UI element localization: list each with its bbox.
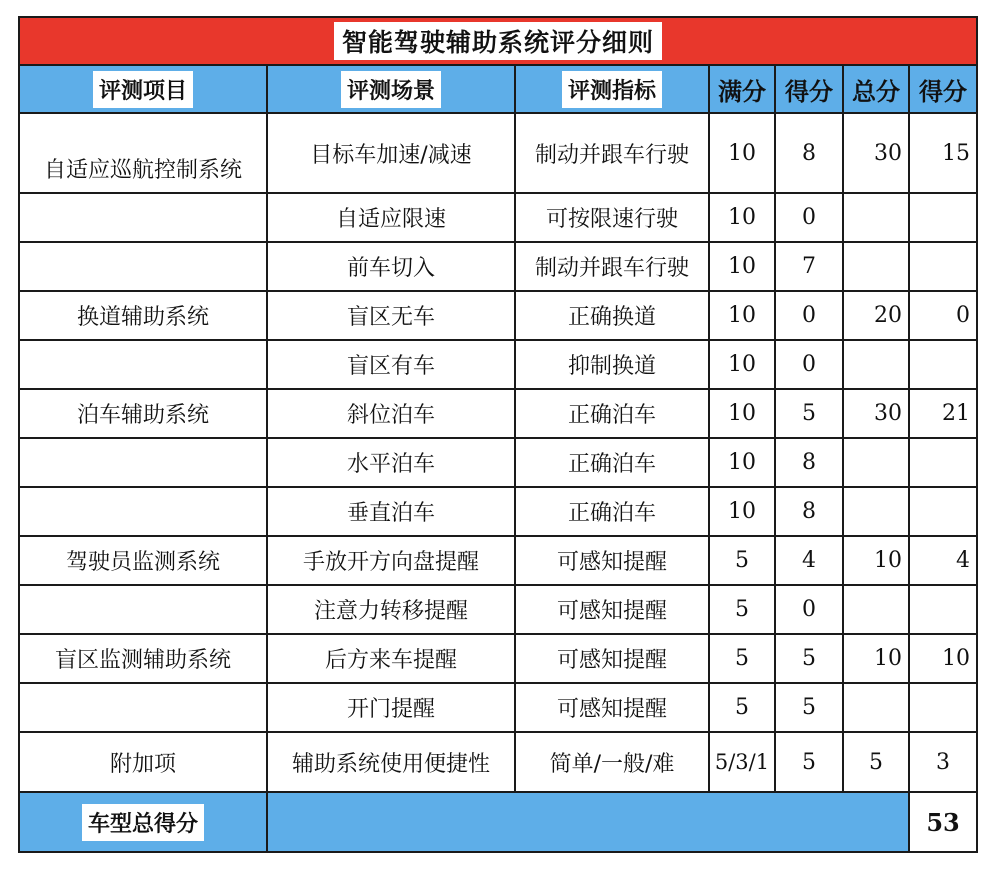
- cell-group-score: [909, 487, 977, 536]
- cell-score: 0: [775, 291, 843, 340]
- cell-metric: 可感知提醒: [515, 585, 709, 634]
- cell-score: 8: [775, 438, 843, 487]
- cell-total: [843, 193, 909, 242]
- cell-score: 5: [775, 732, 843, 792]
- title-cell: [19, 17, 977, 65]
- cell-scene: 前车切入: [267, 242, 515, 291]
- cell-scene: 目标车加速/减速: [267, 113, 515, 193]
- cell-total: [843, 340, 909, 389]
- cell-score: 7: [775, 242, 843, 291]
- header-full: [709, 65, 775, 113]
- header-group-score-label: 得分: [919, 77, 968, 106]
- cell-full: 10: [709, 487, 775, 536]
- cell-group-score: 3: [909, 732, 977, 792]
- cell-group-score: [909, 242, 977, 291]
- cell-scene: 手放开方向盘提醒: [267, 536, 515, 585]
- cell-item: [19, 340, 267, 389]
- total-label: 车型总得分: [82, 804, 204, 841]
- cell-full: 10: [709, 113, 775, 193]
- cell-group-score: 15: [909, 113, 977, 193]
- header-total-label: 总分: [852, 77, 900, 106]
- cell-scene: 注意力转移提醒: [267, 585, 515, 634]
- cell-total: [843, 585, 909, 634]
- cell-group-score: [909, 683, 977, 732]
- cell-total: 30: [843, 113, 909, 193]
- cell-scene: 斜位泊车: [267, 389, 515, 438]
- header-scene: [267, 65, 515, 113]
- table-row: [19, 193, 977, 242]
- cell-total: [843, 438, 909, 487]
- header-scene-label: 评测场景: [341, 71, 441, 108]
- cell-full: 5: [709, 634, 775, 683]
- table-row: [19, 536, 977, 585]
- cell-full: 10: [709, 291, 775, 340]
- cell-item: 自适应巡航控制系统: [19, 113, 267, 193]
- header-score: [775, 65, 843, 113]
- cell-metric: 制动并跟车行驶: [515, 242, 709, 291]
- total-row: [19, 792, 977, 852]
- header-item: [19, 65, 267, 113]
- cell-total: [843, 683, 909, 732]
- total-score: 53: [909, 792, 977, 852]
- table-row: [19, 438, 977, 487]
- cell-score: 8: [775, 487, 843, 536]
- cell-group-score: 4: [909, 536, 977, 585]
- cell-score: 0: [775, 585, 843, 634]
- cell-item: 附加项: [19, 732, 267, 792]
- cell-metric: 制动并跟车行驶: [515, 113, 709, 193]
- cell-item: [19, 585, 267, 634]
- cell-group-score: 10: [909, 634, 977, 683]
- cell-item: 盲区监测辅助系统: [19, 634, 267, 683]
- cell-total: 20: [843, 291, 909, 340]
- cell-scene: 开门提醒: [267, 683, 515, 732]
- table-row: [19, 340, 977, 389]
- cell-group-score: [909, 585, 977, 634]
- header-total: [843, 65, 909, 113]
- cell-full: 5: [709, 585, 775, 634]
- header-metric-label: 评测指标: [562, 71, 662, 108]
- cell-metric: 正确泊车: [515, 438, 709, 487]
- cell-scene: 后方来车提醒: [267, 634, 515, 683]
- cell-scene: 辅助系统使用便捷性: [267, 732, 515, 792]
- cell-full: 10: [709, 193, 775, 242]
- table-row: [19, 585, 977, 634]
- table-row: [19, 291, 977, 340]
- cell-metric: 可感知提醒: [515, 536, 709, 585]
- cell-metric: 正确换道: [515, 291, 709, 340]
- cell-group-score: [909, 193, 977, 242]
- cell-item: 泊车辅助系统: [19, 389, 267, 438]
- cell-metric: 正确泊车: [515, 487, 709, 536]
- cell-full: 5: [709, 536, 775, 585]
- cell-full: 5: [709, 683, 775, 732]
- table-row: [19, 242, 977, 291]
- cell-score: 4: [775, 536, 843, 585]
- cell-score: 5: [775, 634, 843, 683]
- cell-scene: 垂直泊车: [267, 487, 515, 536]
- cell-item: [19, 487, 267, 536]
- cell-group-score: [909, 340, 977, 389]
- cell-total: 10: [843, 634, 909, 683]
- score-table: [18, 16, 978, 853]
- title-row: [19, 17, 977, 65]
- cell-metric: 简单/一般/难: [515, 732, 709, 792]
- cell-score: 5: [775, 683, 843, 732]
- table-row: [19, 389, 977, 438]
- cell-item: [19, 438, 267, 487]
- cell-total: [843, 242, 909, 291]
- cell-scene: 水平泊车: [267, 438, 515, 487]
- table-row: [19, 732, 977, 792]
- cell-full: 10: [709, 389, 775, 438]
- cell-group-score: 21: [909, 389, 977, 438]
- cell-group-score: 0: [909, 291, 977, 340]
- cell-score: 0: [775, 340, 843, 389]
- table-row: [19, 634, 977, 683]
- total-label-cell: [19, 792, 267, 852]
- cell-scene: 盲区无车: [267, 291, 515, 340]
- cell-score: 0: [775, 193, 843, 242]
- header-item-label: 评测项目: [93, 71, 193, 108]
- cell-item: 换道辅助系统: [19, 291, 267, 340]
- cell-item: [19, 193, 267, 242]
- header-full-label: 满分: [718, 77, 766, 106]
- cell-metric: 可按限速行驶: [515, 193, 709, 242]
- cell-total: [843, 487, 909, 536]
- table-row: [19, 113, 977, 193]
- header-group-score: [909, 65, 977, 113]
- header-row: [19, 65, 977, 113]
- cell-item: [19, 683, 267, 732]
- cell-total: 10: [843, 536, 909, 585]
- table-row: [19, 487, 977, 536]
- cell-metric: 可感知提醒: [515, 634, 709, 683]
- table-title: 智能驾驶辅助系统评分细则: [334, 22, 662, 60]
- cell-item: 驾驶员监测系统: [19, 536, 267, 585]
- cell-full: 10: [709, 242, 775, 291]
- cell-score: 8: [775, 113, 843, 193]
- cell-total: 30: [843, 389, 909, 438]
- cell-full: 5/3/1: [709, 732, 775, 792]
- cell-score: 5: [775, 389, 843, 438]
- cell-metric: 正确泊车: [515, 389, 709, 438]
- cell-full: 10: [709, 340, 775, 389]
- table-row: [19, 683, 977, 732]
- cell-metric: 抑制换道: [515, 340, 709, 389]
- cell-group-score: [909, 438, 977, 487]
- cell-metric: 可感知提醒: [515, 683, 709, 732]
- header-score-label: 得分: [785, 77, 833, 106]
- cell-scene: 盲区有车: [267, 340, 515, 389]
- total-spacer: [267, 792, 909, 852]
- cell-scene: 自适应限速: [267, 193, 515, 242]
- header-metric: [515, 65, 709, 113]
- cell-item: [19, 242, 267, 291]
- cell-full: 10: [709, 438, 775, 487]
- cell-total: 5: [843, 732, 909, 792]
